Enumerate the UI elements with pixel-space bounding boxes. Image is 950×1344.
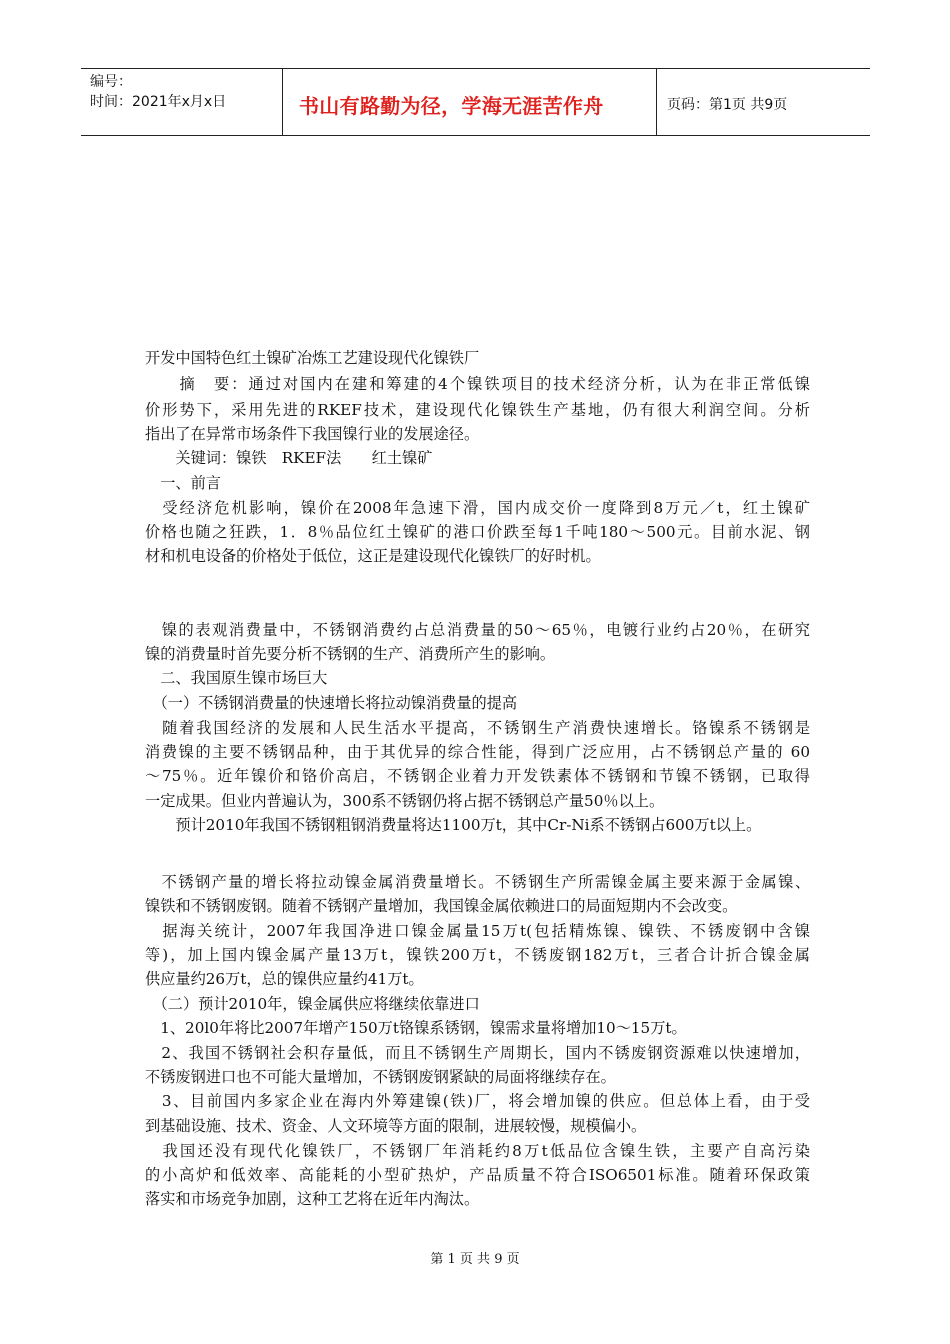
text-line: 2、我国不锈钢社会积存量低，而且不锈钢生产周期长，国内不锈废钢资源难以快速增加， <box>145 1044 810 1062</box>
header-page-cell <box>657 69 870 135</box>
text-line: （二）预计2010年，镍金属供应将继续依靠进口 <box>145 995 480 1013</box>
header-table <box>81 68 870 136</box>
text-line: 到基础设施、技术、资金、人文环境等方面的限制，进展较慢，规模偏小。 <box>145 1117 647 1135</box>
text-line: 消费镍的主要不锈钢品种，由于其优异的综合性能，得到广泛应用，占不锈钢总产量的 60 <box>145 743 810 761</box>
motto: 书山有路勤为径，学海无涯苦作舟 <box>299 94 604 118</box>
page-footer: 第 1 页 共 9 页 <box>430 1252 520 1267</box>
header-motto-cell <box>282 69 657 135</box>
text-line: 不锈钢产量的增长将拉动镍金属消费量增长。不锈钢生产所需镍金属主要来源于金属镍、 <box>145 873 810 891</box>
text-line: 镍的表观消费量中，不锈钢消费约占总消费量的50～65％，电镀行业约占20％，在研究 <box>145 621 810 639</box>
text-line: 受经济危机影响，镍价在2008年急速下滑，国内成交价一度降到8万元／t，红土镍矿 <box>145 499 810 517</box>
text-line: 1、20l0年将比2007年增产150万t铬镍系锈钢，镍需求量将增加10～15万t。 <box>145 1019 687 1037</box>
text-line: 指出了在异常市场条件下我国镍行业的发展途径。 <box>145 425 480 443</box>
text-line: 预计2010年我国不锈钢粗钢消费量将达1100万t，其中Cr-Ni系不锈钢占600万t以上。 <box>145 816 762 834</box>
text-line: 摘 要：通过对国内在建和筹建的4个镍铁项目的技术经济分析，认为在非正常低镍 <box>145 375 810 393</box>
text-line: 价形势下，采用先进的RKEF技术，建设现代化镍铁生产基地，仍有很大利润空间。分析 <box>145 401 810 419</box>
page-label: 页码：第1页 共9页 <box>667 97 788 113</box>
header-left-cell <box>81 69 281 135</box>
text-line: （一）不锈钢消费量的快速增长将拉动镍消费量的提高 <box>145 694 518 712</box>
text-line: 据海关统计，2007年我国净进口镍金属量15万t(包括精炼镍、镍铁、不锈废钢中含镍 <box>145 922 810 940</box>
text-line: 3、目前国内多家企业在海内外筹建镍(铁)厂，将会增加镍的供应。但总体上看，由于受 <box>145 1092 810 1110</box>
text-line: 关键词：镍铁 RKEF法 红土镍矿 <box>145 449 433 467</box>
date-label: 时间：2021年x月x日 <box>90 94 227 110</box>
text-line: 材和机电设备的价格处于低位，这正是建设现代化镍铁厂的好时机。 <box>145 547 601 565</box>
text-line: 不锈废钢进口也不可能大量增加，不锈钢废钢紧缺的局面将继续存在。 <box>145 1068 616 1086</box>
document-title: 开发中国特色红土镍矿冶炼工艺建设现代化镍铁厂 <box>145 349 480 367</box>
text-line: ～75％。近年镍价和铬价高启，不锈钢企业着力开发铁素体不锈钢和节镍不锈钢，已取得 <box>145 767 810 785</box>
text-line: 随着我国经济的发展和人民生活水平提高，不锈钢生产消费快速增长。铬镍系不锈钢是 <box>145 719 810 737</box>
text-line: 二、我国原生镍市场巨大 <box>145 669 328 687</box>
text-line: 一定成果。但业内普遍认为，300系不锈钢仍将占据不锈钢总产量50％以上。 <box>145 792 665 810</box>
text-line: 我国还没有现代化镍铁厂，不锈钢厂年消耗约8万t低品位含镍生铁，主要产自高污染 <box>145 1142 810 1160</box>
text-line: 供应量约26万t，总的镍供应量约41万t。 <box>145 970 424 988</box>
text-line: 落实和市场竞争加剧，这种工艺将在近年内淘汰。 <box>145 1190 480 1208</box>
number-label: 编号： <box>90 74 132 90</box>
text-line: 镍铁和不锈钢废钢。随着不锈钢产量增加，我国镍金属依赖进口的局面短期内不会改变。 <box>145 897 738 915</box>
text-line: 价格也随之狂跌，1．8％品位红土镍矿的港口价跌至每1千吨180～500元。目前水泥、钢 <box>145 523 810 541</box>
text-line: 等)，加上国内镍金属产量13万t，镍铁200万t，不锈废钢182万t，三者合计折合镍金属 <box>145 946 810 964</box>
text-line: 的小高炉和低效率、高能耗的小型矿热炉，产品质量不符合ISO6501标准。随着环保政策 <box>145 1166 810 1184</box>
text-line: 镍的消费量时首先要分析不锈钢的生产、消费所产生的影响。 <box>145 645 556 663</box>
text-line: 一、前言 <box>145 474 221 492</box>
